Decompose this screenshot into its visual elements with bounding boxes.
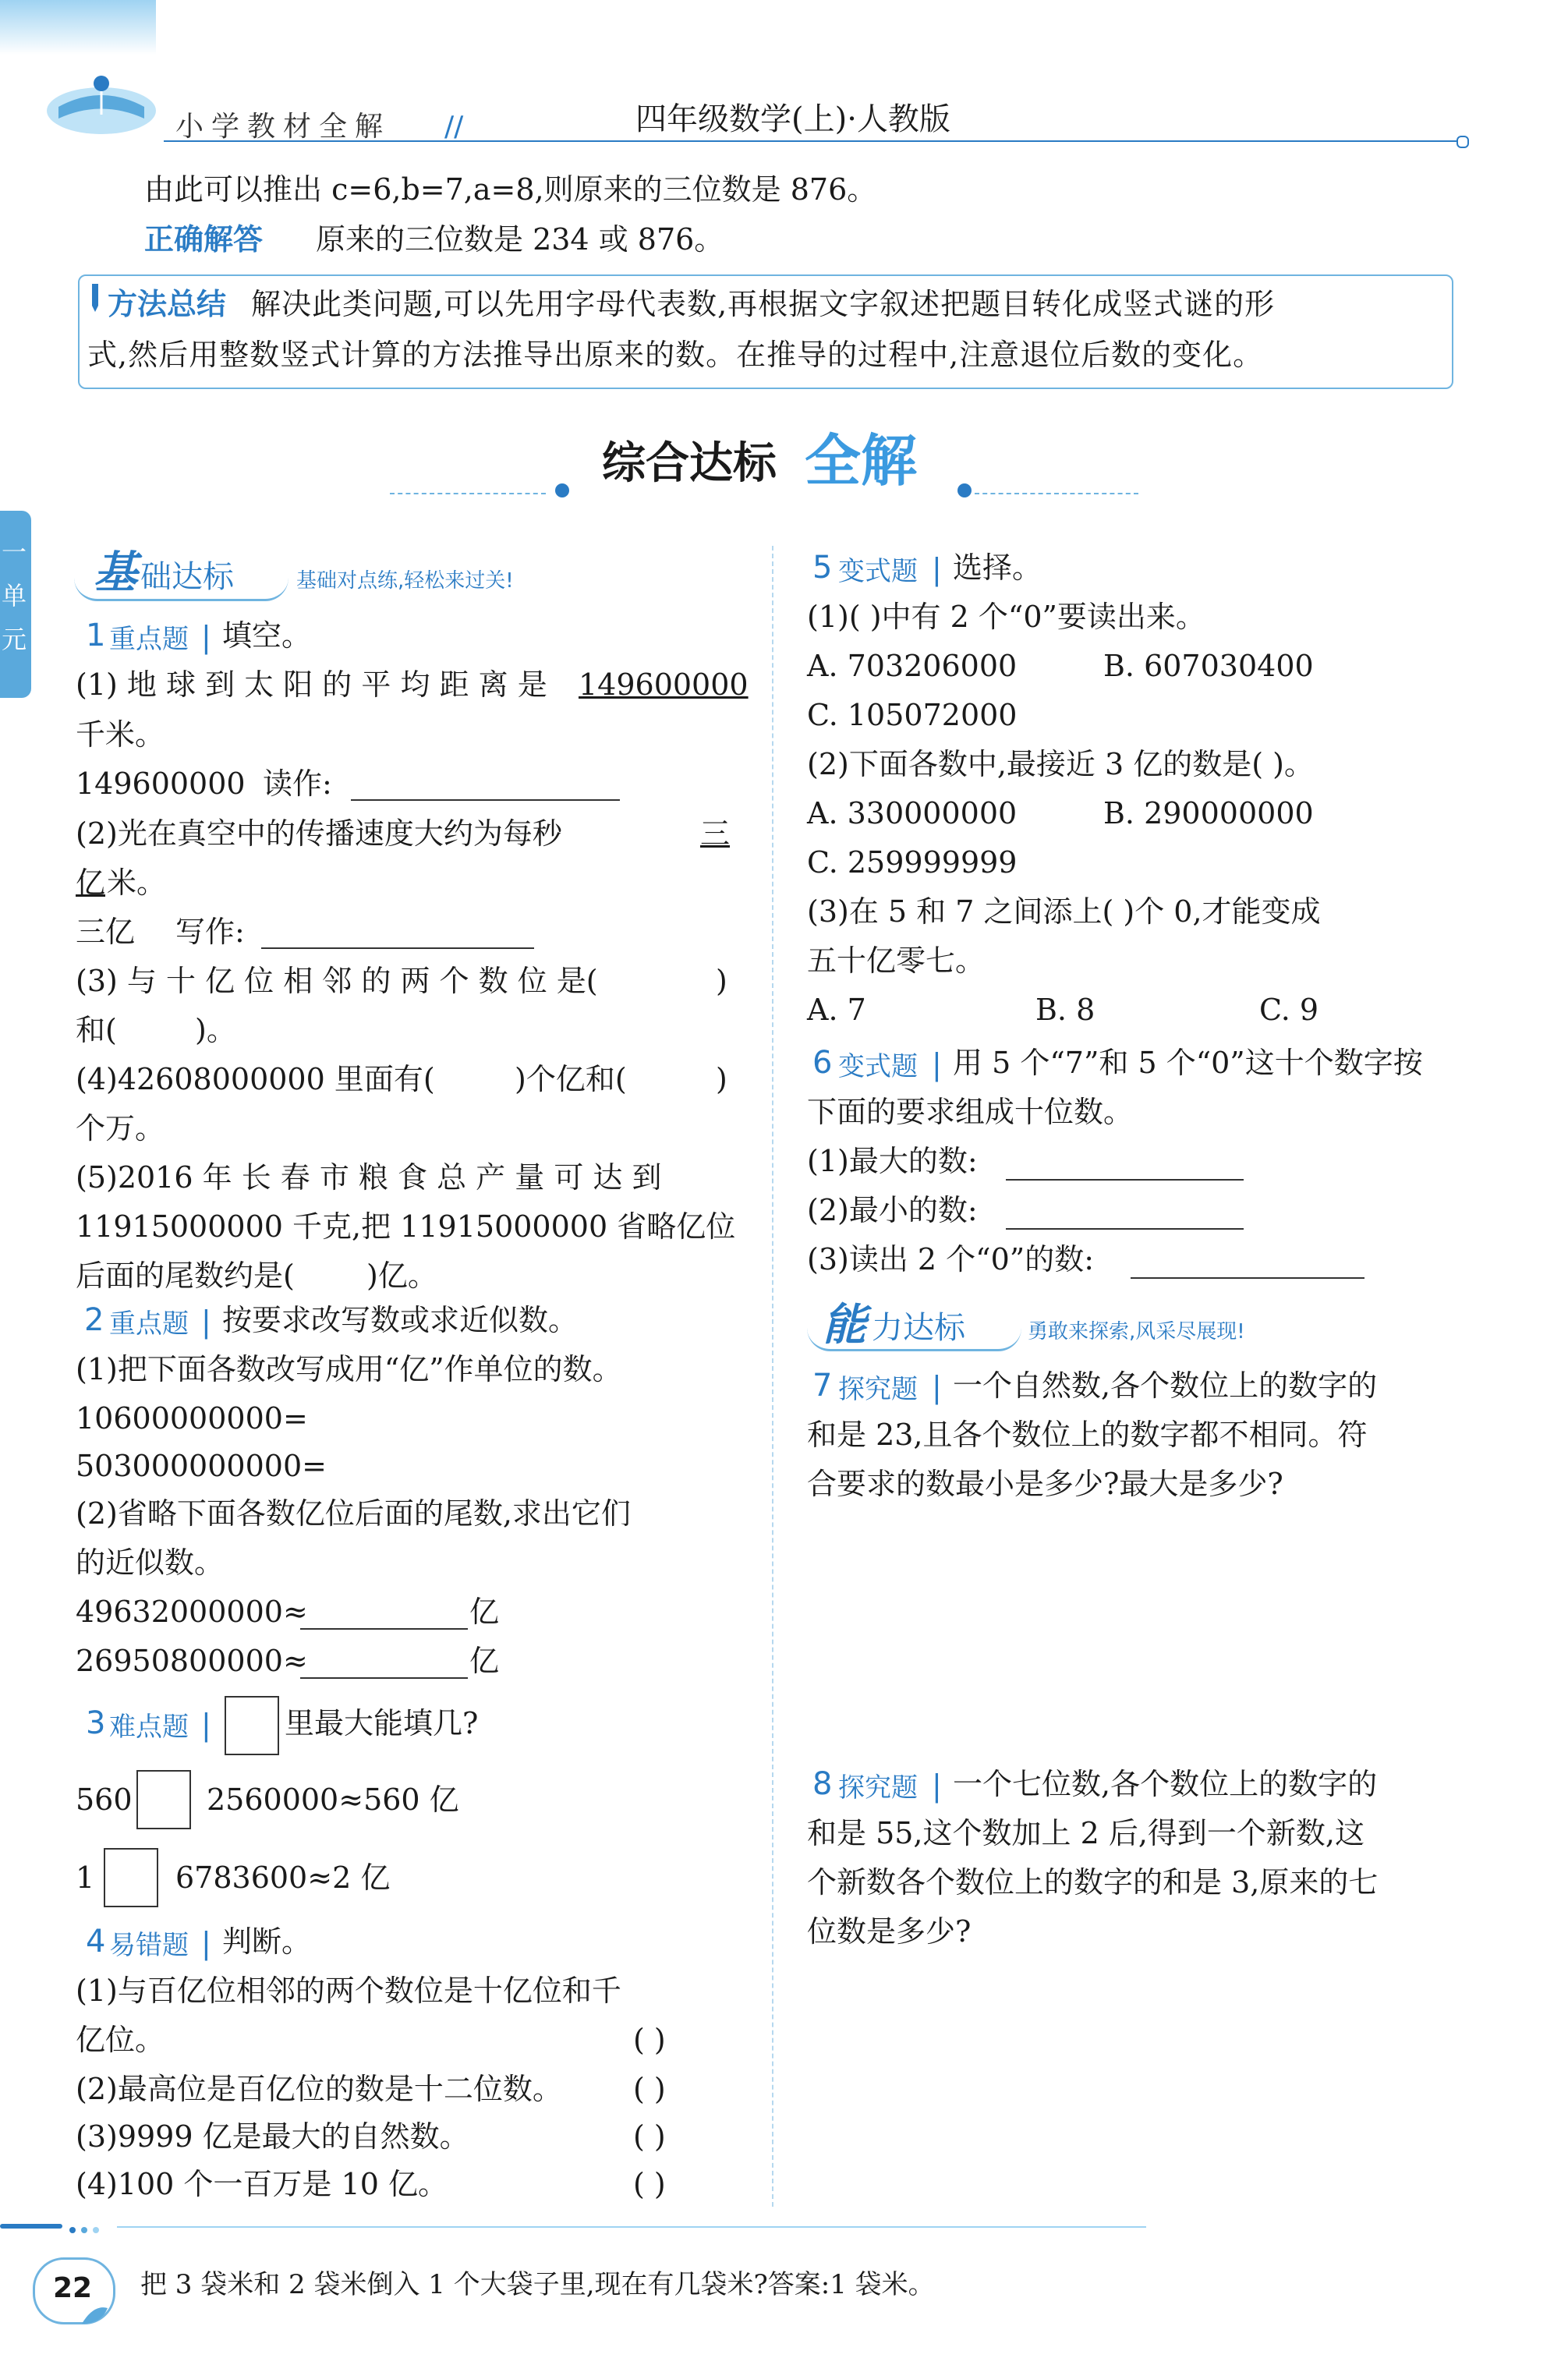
q4-paren-2[interactable]: ( ): [633, 2072, 666, 2106]
ability-slogan: 勇敢来探索,风采尽展现!: [1028, 1320, 1245, 1344]
method-label: 方法总结: [108, 287, 227, 321]
q5-option-a3: A. 7: [807, 993, 866, 1027]
q7-line-2: 合要求的数最小是多少?最大是多少?: [807, 1467, 1283, 1501]
q1-line-11: (5)2016 年 长 春 市 粮 食 总 产 量 可 达 到: [76, 1160, 662, 1195]
q1-line-10: 个万。: [76, 1111, 165, 1145]
q8-tag-bar: |: [932, 1768, 942, 1803]
q1-line-8: 和(: [76, 1013, 117, 1047]
q1-line-9a: (4)42608000000 里面有(: [76, 1062, 435, 1096]
method-line-2: 式,然后用整数竖式计算的方法推导出原来的数。在推导的过程中,注意退位后数的变化。: [87, 338, 1264, 372]
leaf-icon: [78, 2304, 109, 2328]
q5-option-b2: B. 290000000: [1103, 796, 1314, 830]
q2-line-5: 的近似数。: [76, 1545, 225, 1580]
q4-number: 4: [86, 1924, 106, 1960]
q4-paren-3[interactable]: ( ): [633, 2119, 666, 2154]
q5-line-3: (3)在 5 和 7 之间添上( )个 0,才能变成: [807, 894, 1321, 929]
q2-unit-2: 亿: [469, 1644, 500, 1678]
ability-title-big: 能: [823, 1300, 866, 1351]
q6-tag-bar: |: [932, 1047, 942, 1082]
q3-stem: 里最大能填几?: [285, 1706, 479, 1740]
q4-line-5: (4)100 个一百万是 10 亿。: [76, 2167, 448, 2201]
q6-tag: 变式题: [838, 1051, 918, 1082]
basic-title-big: 基: [94, 547, 137, 598]
q1-line-7b: ): [716, 964, 727, 998]
q7-stem: 一个自然数,各个数位上的数字的: [953, 1368, 1378, 1403]
q3-row-2b: 6783600≈2 亿: [175, 1860, 391, 1895]
section-title-highlight: 全解: [805, 428, 918, 494]
q2-line-7: 26950800000≈: [76, 1644, 308, 1678]
q8-line-3: 位数是多少?: [807, 1914, 972, 1949]
footer-line: [117, 2226, 1146, 2228]
q5-line-2: (2)下面各数中,最接近 3 亿的数是( )。: [807, 747, 1314, 781]
q5-stem: 选择。: [953, 551, 1042, 585]
q1-stem: 填空。: [222, 618, 312, 653]
q8-line-2: 个新数各个数位上的数字的和是 3,原来的七: [807, 1865, 1379, 1899]
q3-row-1a: 560: [76, 1783, 133, 1817]
q4-stem: 判断。: [222, 1924, 312, 1959]
q8-line-1: 和是 55,这个数加上 2 后,得到一个新数,这: [807, 1816, 1365, 1850]
q2-line-3: 503000000000=: [76, 1449, 327, 1483]
q5-option-c3: C. 9: [1259, 993, 1319, 1027]
q1-line-5-underlined: 亿: [76, 866, 106, 900]
q4-paren-4[interactable]: ( ): [633, 2167, 666, 2201]
q1-line-3b: 读作:: [263, 767, 332, 801]
q2-number: 2: [84, 1302, 104, 1338]
q1-line-5: 米。: [107, 866, 167, 900]
q1-line-9c: ): [716, 1062, 727, 1096]
top-bar-decoration: [0, 0, 156, 55]
q2-tag: 重点题: [109, 1308, 189, 1340]
q1-line-7: (3) 与 十 亿 位 相 邻 的 两 个 数 位 是(: [76, 964, 598, 998]
answer-text: 原来的三位数是 234 或 876。: [316, 222, 724, 257]
q3-tag-bar: |: [201, 1708, 211, 1742]
q6-min-blank[interactable]: [1006, 1228, 1244, 1230]
q2-tag-bar: |: [201, 1305, 211, 1339]
q7-tag: 探究题: [838, 1374, 918, 1405]
section-title-line-left: [390, 493, 546, 494]
book-logo-icon: [43, 64, 160, 138]
q2-approx-blank-2[interactable]: [300, 1677, 468, 1679]
q3-row-2-box[interactable]: [104, 1848, 158, 1907]
q1-line-3a: 149600000: [76, 767, 246, 801]
q1-line-2: 千米。: [76, 717, 165, 752]
q4-line-3: (2)最高位是百亿位的数是十二位数。: [76, 2072, 562, 2106]
header-title: 四年级数学(上)·人教版: [635, 101, 950, 137]
q7-line-1: 和是 23,且各个数位上的数字都不相同。符: [807, 1418, 1368, 1452]
q3-row-1b: 2560000≈560 亿: [207, 1783, 459, 1817]
footer-bar-left: [0, 2224, 62, 2229]
q1-tag-bar: |: [201, 620, 211, 654]
q7-number: 7: [812, 1368, 833, 1404]
q1-line-4-underlined: 三: [700, 816, 731, 851]
q3-row-2a: 1: [76, 1860, 95, 1895]
method-line-1: 解决此类问题,可以先用字母代表数,再根据文字叙述把题目转化成竖式谜的形: [251, 287, 1276, 321]
section-title-dot-left: [555, 483, 569, 497]
q5-number: 5: [812, 550, 833, 586]
q8-stem: 一个七位数,各个数位上的数字的: [953, 1767, 1378, 1801]
q1-line-13a: 后面的尾数约是(: [76, 1259, 295, 1293]
q1-line-8b: )。: [195, 1013, 236, 1047]
section-title-main: 综合达标: [602, 438, 777, 489]
q1-line-6a: 三亿: [76, 915, 136, 949]
q4-paren-1[interactable]: ( ): [633, 2023, 666, 2057]
unit-side-tab-label: 一单元: [2, 537, 27, 654]
q2-line-2: 10600000000=: [76, 1401, 308, 1436]
ability-title-rest: 力达标: [872, 1310, 965, 1346]
q1-line-9b: )个亿和(: [515, 1062, 627, 1096]
q5-line-4: 五十亿零七。: [807, 944, 986, 978]
header-series: 小学教材全解: [175, 111, 391, 143]
q2-line-6: 49632000000≈: [76, 1595, 308, 1629]
header-slash: //: [444, 111, 464, 143]
q6-number: 6: [812, 1045, 833, 1081]
page-number: 22: [53, 2272, 93, 2304]
q1-tag: 重点题: [109, 624, 189, 655]
q6-line-4: (3)读出 2 个“0”的数:: [807, 1242, 1094, 1276]
q2-approx-blank-1[interactable]: [300, 1628, 468, 1630]
q6-line-3: (2)最小的数:: [807, 1193, 978, 1227]
q4-tag: 易错题: [109, 1930, 189, 1961]
q6-read-blank[interactable]: [1131, 1277, 1364, 1279]
q8-number: 8: [812, 1766, 833, 1802]
q3-number: 3: [86, 1705, 106, 1741]
q5-option-a2: A. 330000000: [807, 796, 1018, 830]
q6-max-blank[interactable]: [1006, 1179, 1244, 1181]
q1-line-1: (1) 地 球 到 太 阳 的 平 均 距 离 是: [76, 667, 547, 702]
q1-line-13b: )亿。: [366, 1259, 437, 1293]
q5-option-c1: C. 105072000: [807, 698, 1018, 732]
q2-unit-1: 亿: [469, 1595, 500, 1629]
header-underline-dot: [1457, 136, 1469, 148]
deduce-line: 由此可以推出 c=6,b=7,a=8,则原来的三位数是 876。: [144, 172, 877, 207]
basic-title-rest: 础达标: [140, 559, 234, 595]
q3-row-1-box[interactable]: [136, 1770, 191, 1829]
q5-tag: 变式题: [838, 556, 918, 587]
q4-line-4: (3)9999 亿是最大的自然数。: [76, 2119, 469, 2154]
q6-line-2: (1)最大的数:: [807, 1144, 978, 1178]
q2-stem: 按要求改写数或求近似数。: [222, 1303, 579, 1337]
footer-riddle: 把 3 袋米和 2 袋米倒入 1 个大袋子里,现在有几袋米?答案:1 袋米。: [140, 2269, 935, 2300]
q5-option-c2: C. 259999999: [807, 845, 1018, 880]
q7-tag-bar: |: [932, 1370, 942, 1404]
q1-line-1-number: 149600000: [579, 667, 749, 702]
basic-slogan: 基础对点练,轻松来过关!: [296, 569, 514, 593]
q3-stem-box: [225, 1696, 279, 1755]
q1-line-12: 11915000000 千克,把 11915000000 省略亿位: [76, 1209, 736, 1244]
q5-tag-bar: |: [932, 552, 942, 586]
q4-line-2: 亿位。: [76, 2023, 165, 2057]
section-title-line-right: [975, 493, 1138, 494]
column-divider: [772, 546, 773, 2207]
q5-line-1: (1)( )中有 2 个“0”要读出来。: [807, 600, 1205, 634]
q4-tag-bar: |: [201, 1926, 211, 1960]
q1-write-blank[interactable]: [261, 947, 534, 949]
q2-line-1: (1)把下面各数改写成用“亿”作单位的数。: [76, 1352, 622, 1386]
q5-option-b3: B. 8: [1035, 993, 1095, 1027]
q6-stem: 用 5 个“7”和 5 个“0”这十个数字按: [953, 1046, 1423, 1080]
q5-option-b1: B. 607030400: [1103, 649, 1314, 683]
q2-line-4: (2)省略下面各数亿位后面的尾数,求出它们: [76, 1496, 631, 1531]
answer-label: 正确解答: [144, 222, 264, 257]
q6-line-1: 下面的要求组成十位数。: [807, 1095, 1134, 1129]
q5-option-a1: A. 703206000: [807, 649, 1018, 683]
footer-dots: [69, 2222, 115, 2230]
q8-tag: 探究题: [838, 1772, 918, 1804]
q1-line-4: (2)光在真空中的传播速度大约为每秒: [76, 816, 562, 851]
q3-tag: 难点题: [109, 1712, 189, 1743]
q1-line-6b: 写作:: [175, 915, 245, 949]
q1-read-blank[interactable]: [351, 799, 620, 801]
q1-number: 1: [86, 618, 106, 653]
section-title-dot-right: [957, 483, 972, 497]
pencil-icon: [84, 282, 106, 313]
q4-line-1: (1)与百亿位相邻的两个数位是十亿位和千: [76, 1974, 621, 2008]
